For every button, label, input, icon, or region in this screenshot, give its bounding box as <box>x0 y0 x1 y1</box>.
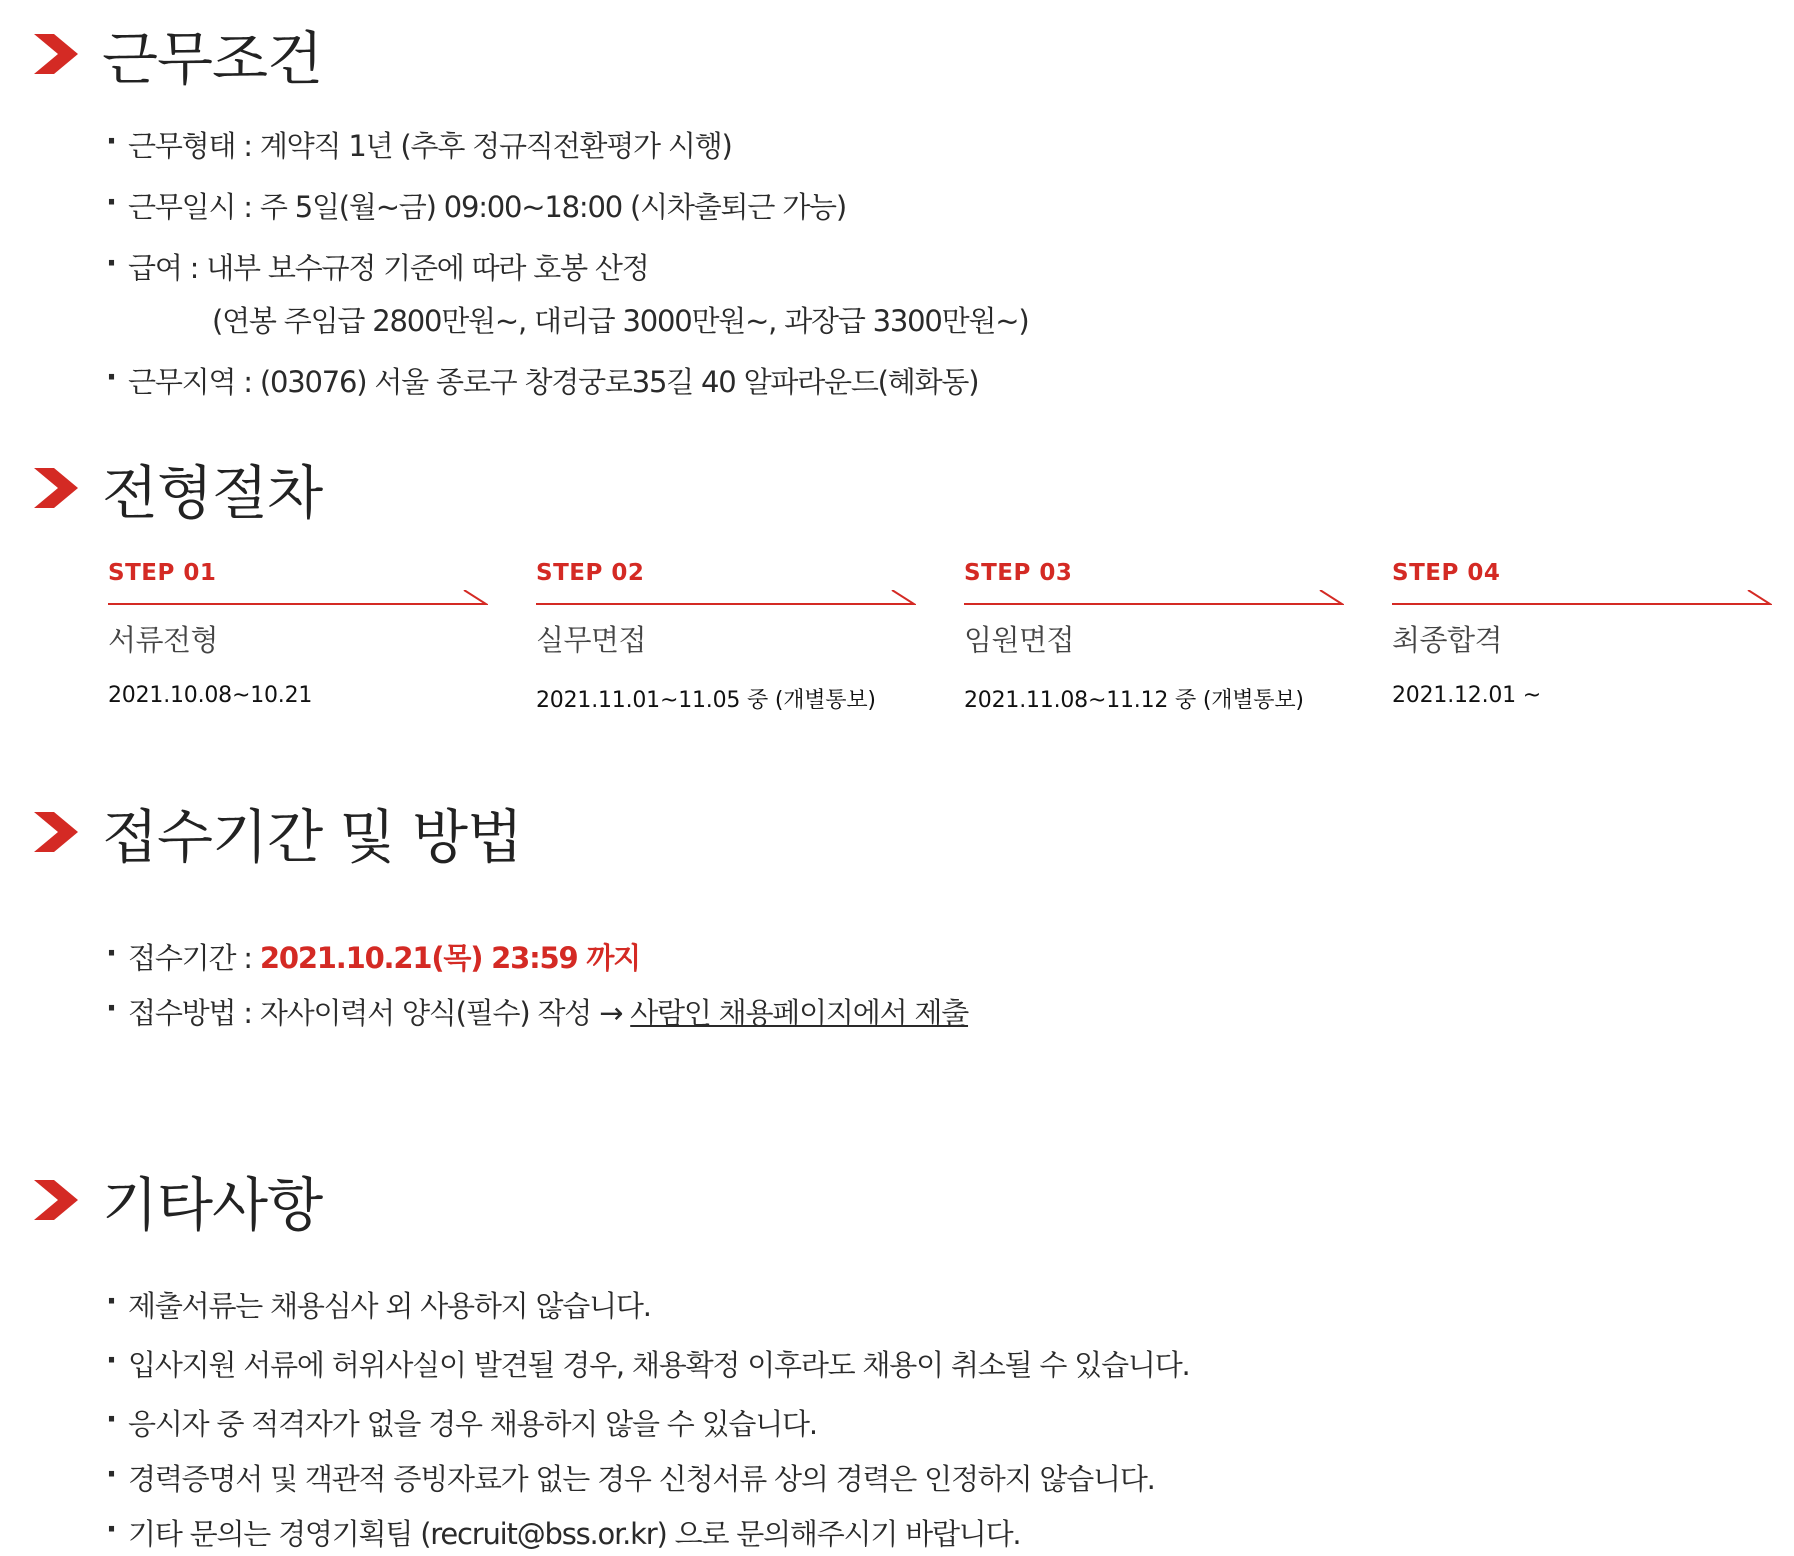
saramin-link[interactable]: 사람인 채용페이지에서 제출 <box>630 996 969 1030</box>
step-date: 2021.12.01 ~ <box>1392 683 1541 708</box>
condition-schedule: 근무일시 : 주 5일(월~금) 09:00~18:00 (시차출퇴근 가능) <box>128 190 846 224</box>
process-step <box>964 560 1344 714</box>
etc-item: 기타 문의는 경영기획팀 (recruit@bss.or.kr) 으로 문의해주시기 바랍니다. <box>128 1517 1021 1551</box>
section-title: 기타사항 <box>102 1171 323 1239</box>
etc-item: 응시자 중 적격자가 없을 경우 채용하지 않을 수 있습니다. <box>128 1407 817 1441</box>
list-item <box>106 246 1029 340</box>
list-item <box>106 991 968 1032</box>
step-arrow-line <box>964 590 1344 606</box>
process-step <box>108 560 488 708</box>
step-name: 임원면접 <box>964 623 1075 657</box>
etc-list <box>106 1284 1190 1553</box>
section-heading-application <box>34 792 522 872</box>
chevron-right-icon <box>34 34 78 74</box>
process-steps <box>108 560 1788 720</box>
process-step <box>1392 560 1772 708</box>
period-label: 접수기간 : <box>128 941 260 975</box>
step-label: STEP 04 <box>1392 560 1501 586</box>
section-heading-process <box>34 448 322 528</box>
condition-salary: 급여 : 내부 보수규정 기준에 따라 호봉 산정 <box>128 251 649 285</box>
etc-item: 입사지원 서류에 허위사실이 발견될 경우, 채용확정 이후라도 채용이 취소될 수 있습니다. <box>128 1348 1190 1382</box>
list-item <box>106 124 1029 165</box>
step-name: 서류전형 <box>108 623 219 657</box>
step-arrow-line <box>108 590 488 606</box>
section-heading-conditions <box>34 14 322 94</box>
condition-type: 근무형태 : 계약직 1년 (추후 정규직전환평가 시행) <box>128 129 732 163</box>
application-list <box>106 936 968 1032</box>
section-heading-etc <box>34 1160 322 1240</box>
step-arrow-line <box>536 590 916 606</box>
section-title: 전형절차 <box>102 459 323 527</box>
period-value: 2021.10.21(목) 23:59 까지 <box>259 941 640 975</box>
step-label: STEP 02 <box>536 560 645 586</box>
step-date: 2021.11.08~11.12 중 (개별통보) <box>964 688 1304 713</box>
step-name: 최종합격 <box>1392 623 1503 657</box>
step-label: STEP 01 <box>108 560 217 586</box>
process-step <box>536 560 916 714</box>
list-item <box>106 1284 1190 1325</box>
etc-item: 경력증명서 및 객관적 증빙자료가 없는 경우 신청서류 상의 경력은 인정하지 않습니다. <box>128 1462 1155 1496</box>
method-label: 접수방법 : 자사이력서 양식(필수) 작성 → <box>128 996 631 1030</box>
section-title: 근무조건 <box>102 25 323 93</box>
list-item <box>106 1343 1190 1384</box>
list-item <box>106 936 968 977</box>
step-arrow-line <box>1392 590 1772 606</box>
condition-salary-detail: (연봉 주임급 2800만원~, 대리급 3000만원~, 과장급 3300만원~) <box>212 304 1029 338</box>
chevron-right-icon <box>34 812 78 852</box>
condition-location: 근무지역 : (03076) 서울 종로구 창경궁로35길 40 알파라운드(혜화동) <box>128 365 979 399</box>
list-item <box>106 1512 1190 1553</box>
step-name: 실무면접 <box>536 623 647 657</box>
list-item <box>106 360 1029 401</box>
list-item <box>106 1457 1190 1498</box>
step-date: 2021.11.01~11.05 중 (개별통보) <box>536 688 876 713</box>
chevron-right-icon <box>34 468 78 508</box>
list-item <box>106 185 1029 226</box>
etc-item: 제출서류는 채용심사 외 사용하지 않습니다. <box>128 1289 651 1323</box>
section-title: 접수기간 및 방법 <box>102 803 523 871</box>
step-date: 2021.10.08~10.21 <box>108 683 313 708</box>
step-label: STEP 03 <box>964 560 1073 586</box>
conditions-list <box>106 124 1029 401</box>
list-item <box>106 1402 1190 1443</box>
chevron-right-icon <box>34 1180 78 1220</box>
